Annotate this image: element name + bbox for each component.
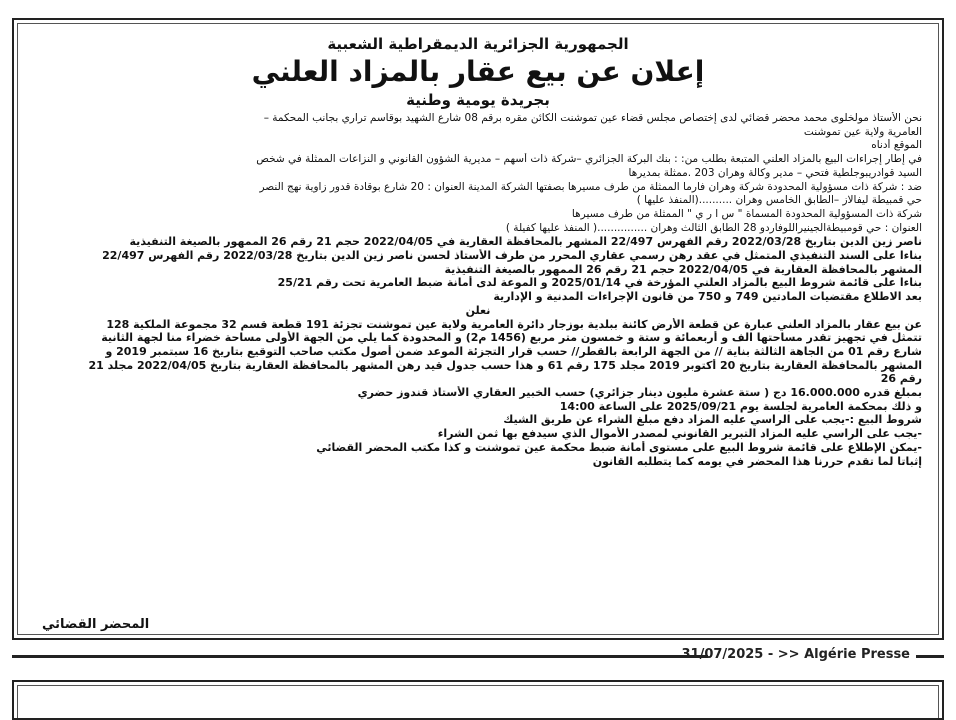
notice-line: تتمثل في تجهيز تقدر مساحتها الف و أربعمائة و ستة و خمسون متر مربع (1456 م2) و المحدودة كما يلي من الجهة الأولى مساحة خضراء منا لجهة الثانية — [101, 331, 922, 345]
next-notice-inner-border — [17, 685, 939, 718]
signature: المحضر القضائي — [42, 617, 150, 632]
next-notice-frame — [12, 680, 944, 720]
notice-subtitle: بجريدة يومية وطنية — [406, 91, 550, 109]
republic-heading: الجمهورية الجزائرية الديمقراطية الشعبية — [327, 35, 629, 53]
notice-line: إثباتا لما تقدم حررنا هذا المحضر في يومه كما يتطلبه القانون — [592, 454, 922, 468]
notice-line: شارع رقم 01 من الجاهة الثالثة بناية // من الجهة الرابعة بالقطر// حسب قرار التجزئة الموعد ضمن أصول مكتب صاحب التوقيع بتاريخ 16 سبتمبر 2019 و — [105, 344, 922, 358]
footer-rule-end — [916, 655, 944, 658]
notice-line: بناءا على قائمة شروط البيع بالمزاد العلني المؤرخة في 2025/01/14 و الموعة لدى أمانة ضبط العامرية تحت رقم 25/21 — [277, 276, 922, 290]
notice-frame — [12, 18, 944, 640]
notice-line: بعد الاطلاع مقتضيات المادتين 749 و 750 من قانون الإجراءات المدنية و الإدارية — [493, 290, 922, 304]
notice-line: نحن الأستاذ مولخلوى محمد محضر قضائي لدى إختصاص مجلس قضاء عين تموشنت الكائن مقره برقم 08 شارع الشهيد بوقاسم تراري بجانب المحكمة – — [263, 112, 922, 124]
notice-line: في إطار إجراءات البيع بالمزاد العلني المتبعة بطلب من: : بنك البركة الجزائري –شركة ذات أسهم – مديرية الشؤون القانوني و النزاعات الممثلة في شخص — [256, 153, 922, 166]
notice-line: بناءا على السند التنفيذي المتمثل في عقد رهن رسمي عقاري المحرر من طرف الأستاذ لحسن ناصر زين الدين بتاريخ 2022/03/28 رقم الفهرس 22/497 — [102, 249, 922, 263]
notice-line: العنوان : حي قومبيطةالجينيراللوفاردو 28 الطابق الثالث وهران ...............( المنفذ عليها كفيلة ) — [505, 221, 922, 234]
notice-line: و ذلك بمحكمة العامرية لجلسة يوم 2025/09/21 على الساعة 14:00 — [559, 399, 922, 413]
notice-line: حي قمبيطة ليفالاز –الطابق الخامس وهران ..........(المنفذ عليها ) — [636, 194, 922, 207]
notice-line: عن بيع عقار بالمزاد العلني عبارة عن قطعة الأرض كائنة ببلدية بوزجار دائرة العامرية ولاية عين تموشنت تجزئة 191 قطعة قسم 32 مجموعة الملكية 128 — [106, 317, 922, 331]
notice-body — [34, 112, 922, 468]
notice-line: ضد : شركة ذات مسؤولية المحدودة شركة وهران فارما الممثلة من طرف مسيرها بصفتها الشركة المدينة العنوان : 20 شارع بوقادة قدور زاوية نهج النصر — [259, 180, 922, 193]
notice-content — [34, 34, 922, 468]
notice-line: -يمكن الإطلاع على قائمة شروط البيع على مستوى أمانة ضبط محكمة عين تموشنت و كذا مكتب المحضر القضائي — [316, 440, 922, 454]
notice-line: الموقع أدناه — [871, 139, 922, 152]
notice-line: نعلن — [465, 303, 491, 317]
notice-line: المشهر بالمحافظة العقارية في 2022/04/05 حجم 21 رقم 26 الممهور بالصيغة التنفيذية — [444, 262, 922, 276]
notice-line: ناصر زين الدين بتاريخ 2022/03/28 رقم الفهرس 22/497 المشهر بالمحافظة العقارية في 2022/04/05 حجم 21 رقم 26 الممهور بالصيغة التنفيذية — [129, 235, 922, 249]
notice-line: العامرية ولاية عين تموشنت — [803, 125, 922, 138]
footer-date-source: 31/07/2025 - >> Algérie Presse — [681, 647, 910, 662]
footer — [12, 646, 944, 668]
notice-line: رقم 26 — [880, 372, 922, 386]
notice-line: بمبلغ قدره 16.000.000 دج ( ستة عشرة مليون دينار جزائري) حسب الخبير العقاري الأستاذ قندوز حضري — [357, 386, 922, 400]
notice-line: شروط البيع :-يجب على الراسي عليه المزاد دفع مبلغ الشراء عن طريق الشيك — [503, 413, 922, 427]
notice-line: شركة ذات المسؤولية المحدودة المسماة " س ا ر ي " الممثلة من طرف مسيرها — [571, 207, 922, 220]
notice-line: السيد قوادريبوجلطية فتحي – مدير وكالة وهران 203 .ممثلة بمديرها — [628, 166, 922, 179]
footer-rule — [12, 655, 708, 658]
notice-line: -يجب على الراسي عليه المزاد التبرير القانوني لمصدر الأموال الذي سيدفع بها ثمن الشراء — [437, 427, 922, 441]
notice-line: المشهر بالمحافظة العقارية بتاريخ 20 أكتوبر 2019 مجلد 175 رقم 61 و هذا حسب جدول قيد رهن المشهر بالمحافظة العقارية بتاريخ 2022/04/05 مجلد 21 — [88, 358, 922, 372]
notice-title: إعلان عن بيع عقار بالمزاد العلني — [251, 55, 705, 88]
